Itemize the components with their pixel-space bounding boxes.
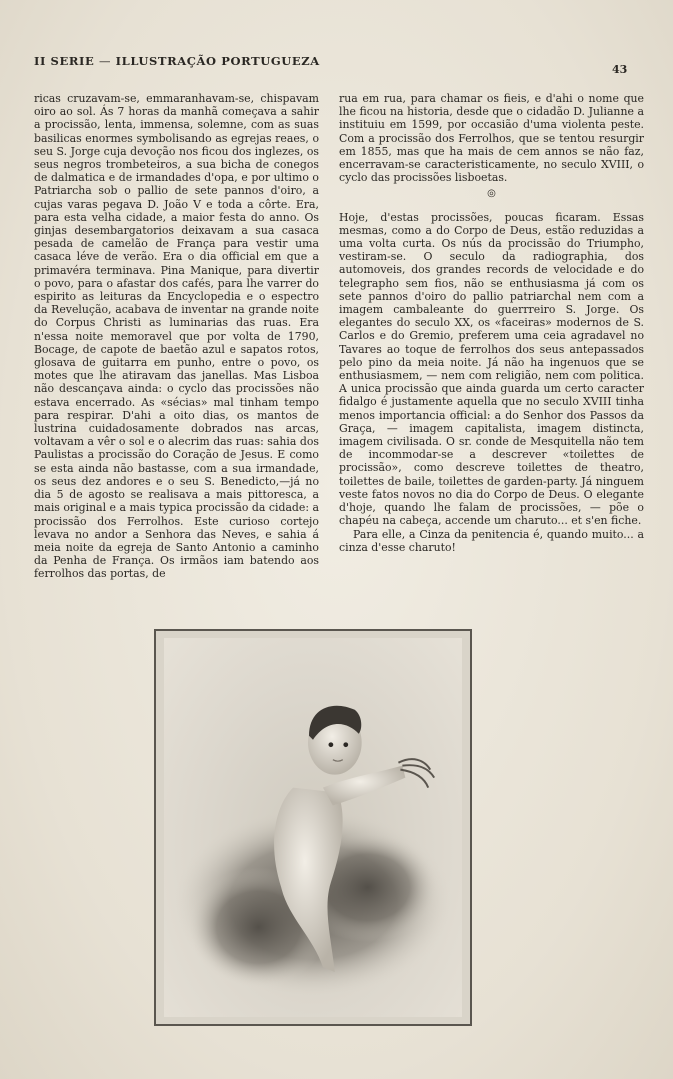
header-separator: — — [98, 54, 112, 68]
series-label: II SERIE — [34, 54, 95, 68]
section-divider-ornament: ◎ — [487, 188, 496, 200]
publication-title: ILLUSTRAÇÃO PORTUGUEZA — [115, 54, 320, 68]
page-number: 43 — [612, 63, 628, 76]
child-portrait-illustration — [164, 638, 462, 1017]
right-text-column — [339, 92, 644, 554]
right-paragraph-3: Para elle, a Cinza da penitencia é, quando muito... a cinza d'esse charuto! — [339, 527, 644, 554]
left-paragraph-1: ricas cruzavam-se, emmaranhavam-se, chispavam oiro ao sol. Ás 7 horas da manhã começava a sahir a procissão, lenta, immensa, solemne, com as suas basilicas enormes symbolisando as egrejas reaes, o seu S. Jorge cuja devoção nos ficou dos inglezes, os seus negros trombeteiros, a sua bicha de conegos de dalmatica e de irmandades d'opa, e por ultimo o Patriarcha sob o pallio de sete pannos d'oiro, a cujas varas pegava D. João V e toda a côrte. Era, para esta velha cidade, a maior festa do anno. Os ginjas desembargatorios deixavam a sua casaca pesada de camelão de França para vestir uma casaca léve de verão. Era o dia official em que a primavéra terminava. Pina Manique, para divertir o povo, para o afastar dos cafés, para lhe varrer do espirito as leituras da Encyclopedia e o espectro da Revelução, acabava de inventar na grande noite do Corpus Christi as luminarias das ruas. Era n'essa noite memoravel que por volta de 1790, Bocage, de capote de baetão azul e sapatos rotos, glosava de guitarra em punho, entre o povo, os motes que lhe atiravam das janellas. Mas Lisboa não descançava ainda: o cyclo das procissões não estava encerrado. As «sécias» mal tinham tempo para respirar. D'ahi a oito dias, os mantos de lustrina cuidadosamente dobrados nas arcas, voltavam a vêr o sol e o alecrim das ruas: sahia dos Paulistas a procissão do Coração de Jesus. E como se esta ainda não bastasse, com a sua irmandade, os seus dez andores e o seu S. Benedicto,—já no dia 5 de agosto se realisava a mais pittoresca, a mais original e a mais typica procissão da cidade: a procissão dos Ferrolhos. Este curioso cortejo levava no andor a Senhora das Neves, e sahia á meia noite da egreja de Santo Antonio a caminho da Penha de França. Os irmãos iam batendo aos ferrolhos das portas, de — [34, 92, 319, 581]
left-text-column — [34, 92, 319, 581]
right-paragraph-1: rua em rua, para chamar os fieis, e d'ahi o nome que lhe ficou na historia, desde que o cidadão D. Julianne a instituiu em 1599, por occasião d'uma violenta peste. Com a procissão dos Ferrolhos, que se tentou resurgir em 1855, mas que ha mais de cem annos se não faz, encerravam-se caracteristicamente, no seculo XVIII, o cyclo das procissões lisboetas. — [339, 92, 644, 185]
illustration-frame — [154, 629, 472, 1026]
running-header — [34, 54, 320, 68]
child-portrait-drawing — [164, 638, 462, 1017]
right-paragraph-2: Hoje, d'estas procissões, poucas ficaram. Essas mesmas, como a do Corpo de Deus, estão reduzidas a uma volta curta. Os nús da procissão do Triumpho, vestiram-se. O seculo da radiographia, dos automoveis, dos grandes records de velocidade e do telegrapho sem fios, não se enthusiasma já com os sete pannos d'oiro do pallio patriarchal nem com a imagem cambaleante do guerrreiro S. Jorge. Os elegantes do seculo XX, os «faceiras» modernos de S. Carlos e do Gremio, preferem uma ceia agradavel no Tavares ao toque de ferrolhos dos seus antepassados pelo pino da meia noite. Já não ha ingenuos que se enthusiasmem, — nem com religião, nem com politica. A unica procissão que ainda guarda um certo caracter fidalgo é justamente aquella que no seculo XVIII tinha menos importancia official: a do Senhor dos Passos da Graça, — imagem capitalista, imagem distincta, imagem civilisada. O sr. conde de Mesquitella não tem de incommodar-se a descrever «toilettes de procissão», como descreve toilettes de theatro, toilettes de baile, toilettes de garden-party. Já ninguem veste fatos novos no dia do Corpo de Deus. O elegante d'hoje, quando lhe falam de procissões, — põe o chapéu na cabeça, accende um charuto... et s'en fiche. — [339, 210, 644, 528]
